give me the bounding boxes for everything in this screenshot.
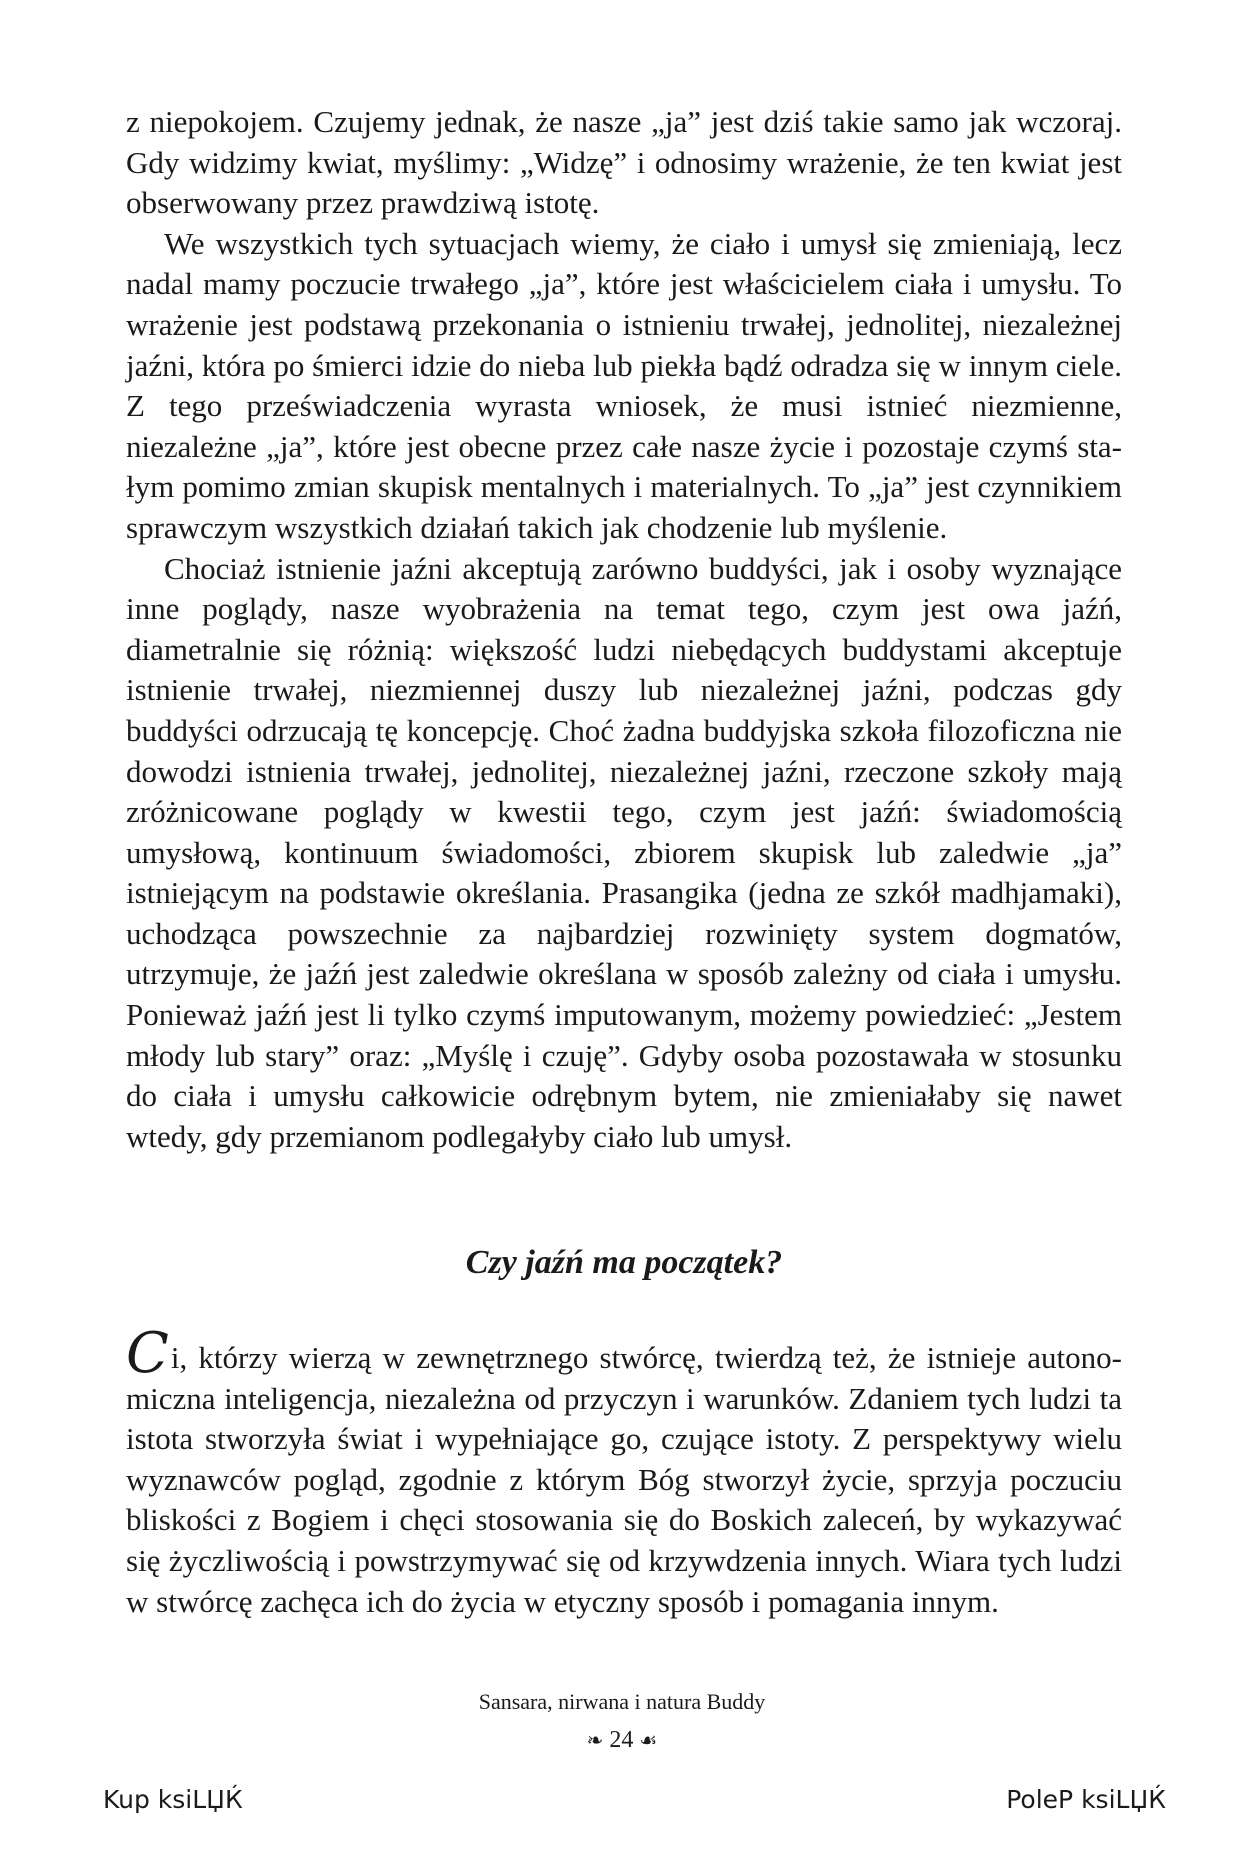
- page-number-line: [0, 1727, 1244, 1754]
- recommend-book-link[interactable]: PoleP ksiLЏЌ: [1006, 1785, 1166, 1814]
- running-footer-title: Sansara, nirwana i natura Buddy: [478, 1689, 766, 1714]
- buy-book-link[interactable]: Kup ksiLЏЌ: [103, 1785, 243, 1814]
- paragraph-text: i, którzy wierzą w zewnętrznego stwórcę, twierdzą też, że istnieje autonomiczna inteligencja, niezależna od przyczyn i warunków. Zdaniem tych ludzi ta istota stworzyła świat i wypełniające go, czujące istoty. Z perspektywy wielu wyznawców pogląd, zgodnie z którym Bóg stworzył życie, sprzyja poczuciu bliskości z Bogiem i chęci stosowania się do Boskich zaleceń, by wykazywać się życzliwością i powstrzymywać się od krzywdzenia innych. Wiara tych ludzi w stwórcę zachęca ich do życia w etyczny sposób i pomagania innym.: [126, 1340, 1122, 1619]
- drop-cap: C: [126, 1321, 169, 1386]
- paragraph: z niepokojem. Czujemy jednak, że nasze „ja” jest dziś takie samo jak wczoraj. Gdy widzimy kwiat, myślimy: „Widzę” i odnosimy wrażenie, że ten kwiat jest obserwowany przez prawdziwą istotę.: [126, 104, 1122, 221]
- section-body: [126, 1321, 1122, 1622]
- section-heading: Czy jaźń ma początek?: [465, 1244, 783, 1281]
- fleuron-right-icon: ☙: [639, 1730, 658, 1752]
- body-text: [126, 102, 1122, 1157]
- fleuron-left-icon: ❧: [586, 1730, 604, 1752]
- page-number: 24: [609, 1727, 634, 1753]
- paragraph: We wszystkich tych sytuacjach wiemy, że ciało i umysł się zmieniają, lecz nadal mamy poczucie trwałego „ja”, które jest właścicielem ciała i umysłu. To wrażenie jest podstawą przekonania o istnieniu trwałej, jednolitej, niezależnej jaźni, która po śmierci idzie do nieba lub piekła bądź odradza się w innym ciele. Z tego przeświadczenia wyrasta wniosek, że musi istnieć niezmienne, niezależne „ja”, które jest obecne przez całe nasze życie i pozostaje czymś stałym pomimo zmian skupisk mentalnych i materialnych. To „ja” jest czynnikiem sprawczym wszystkich działań takich jak chodzenie lub myślenie.: [126, 225, 1122, 545]
- paragraph: [126, 1321, 1122, 1622]
- paragraph: Chociaż istnienie jaźni akceptują zarówno buddyści, jak i osoby wyznające inne poglądy, nasze wyobrażenia na temat tego, czym jest owa jaźń, diametralnie się różnią: większość ludzi niebędących buddystami akceptuje istnienie trwałej, niezmiennej duszy lub niezależnej jaźni, podczas gdy buddyści odrzucają tę koncepcję. Choć żadna buddyjska szkoła filozoficzna nie dowodzi istnienia trwałej, jednolitej, niezależnej jaźni, rzeczone szkoły mają zróżnicowane poglądy w kwestii tego, czym jest jaźń: świadomością umysłową, kontinuum świadomości, zbiorem skupisk lub zaledwie „ja” istniejącym na podstawie określania. Prasangika (jedna ze szkół madhjamaki), uchodząca powszechnie za najbardziej rozwinięty system dogmatów, utrzymuje, że jaźń jest zaledwie określana w sposób zależny od ciała i umysłu. Ponieważ jaźń jest li tylko czymś imputowanym, możemy powiedzieć: „Jestem młody lub stary” oraz: „Myślę i czuję”. Gdyby osoba pozostawała w stosunku do ciała i umysłu całkowicie odrębnym bytem, nie zmieniałaby się nawet wtedy, gdy przemianom podlegałyby ciało lub umysł.: [126, 550, 1122, 1154]
